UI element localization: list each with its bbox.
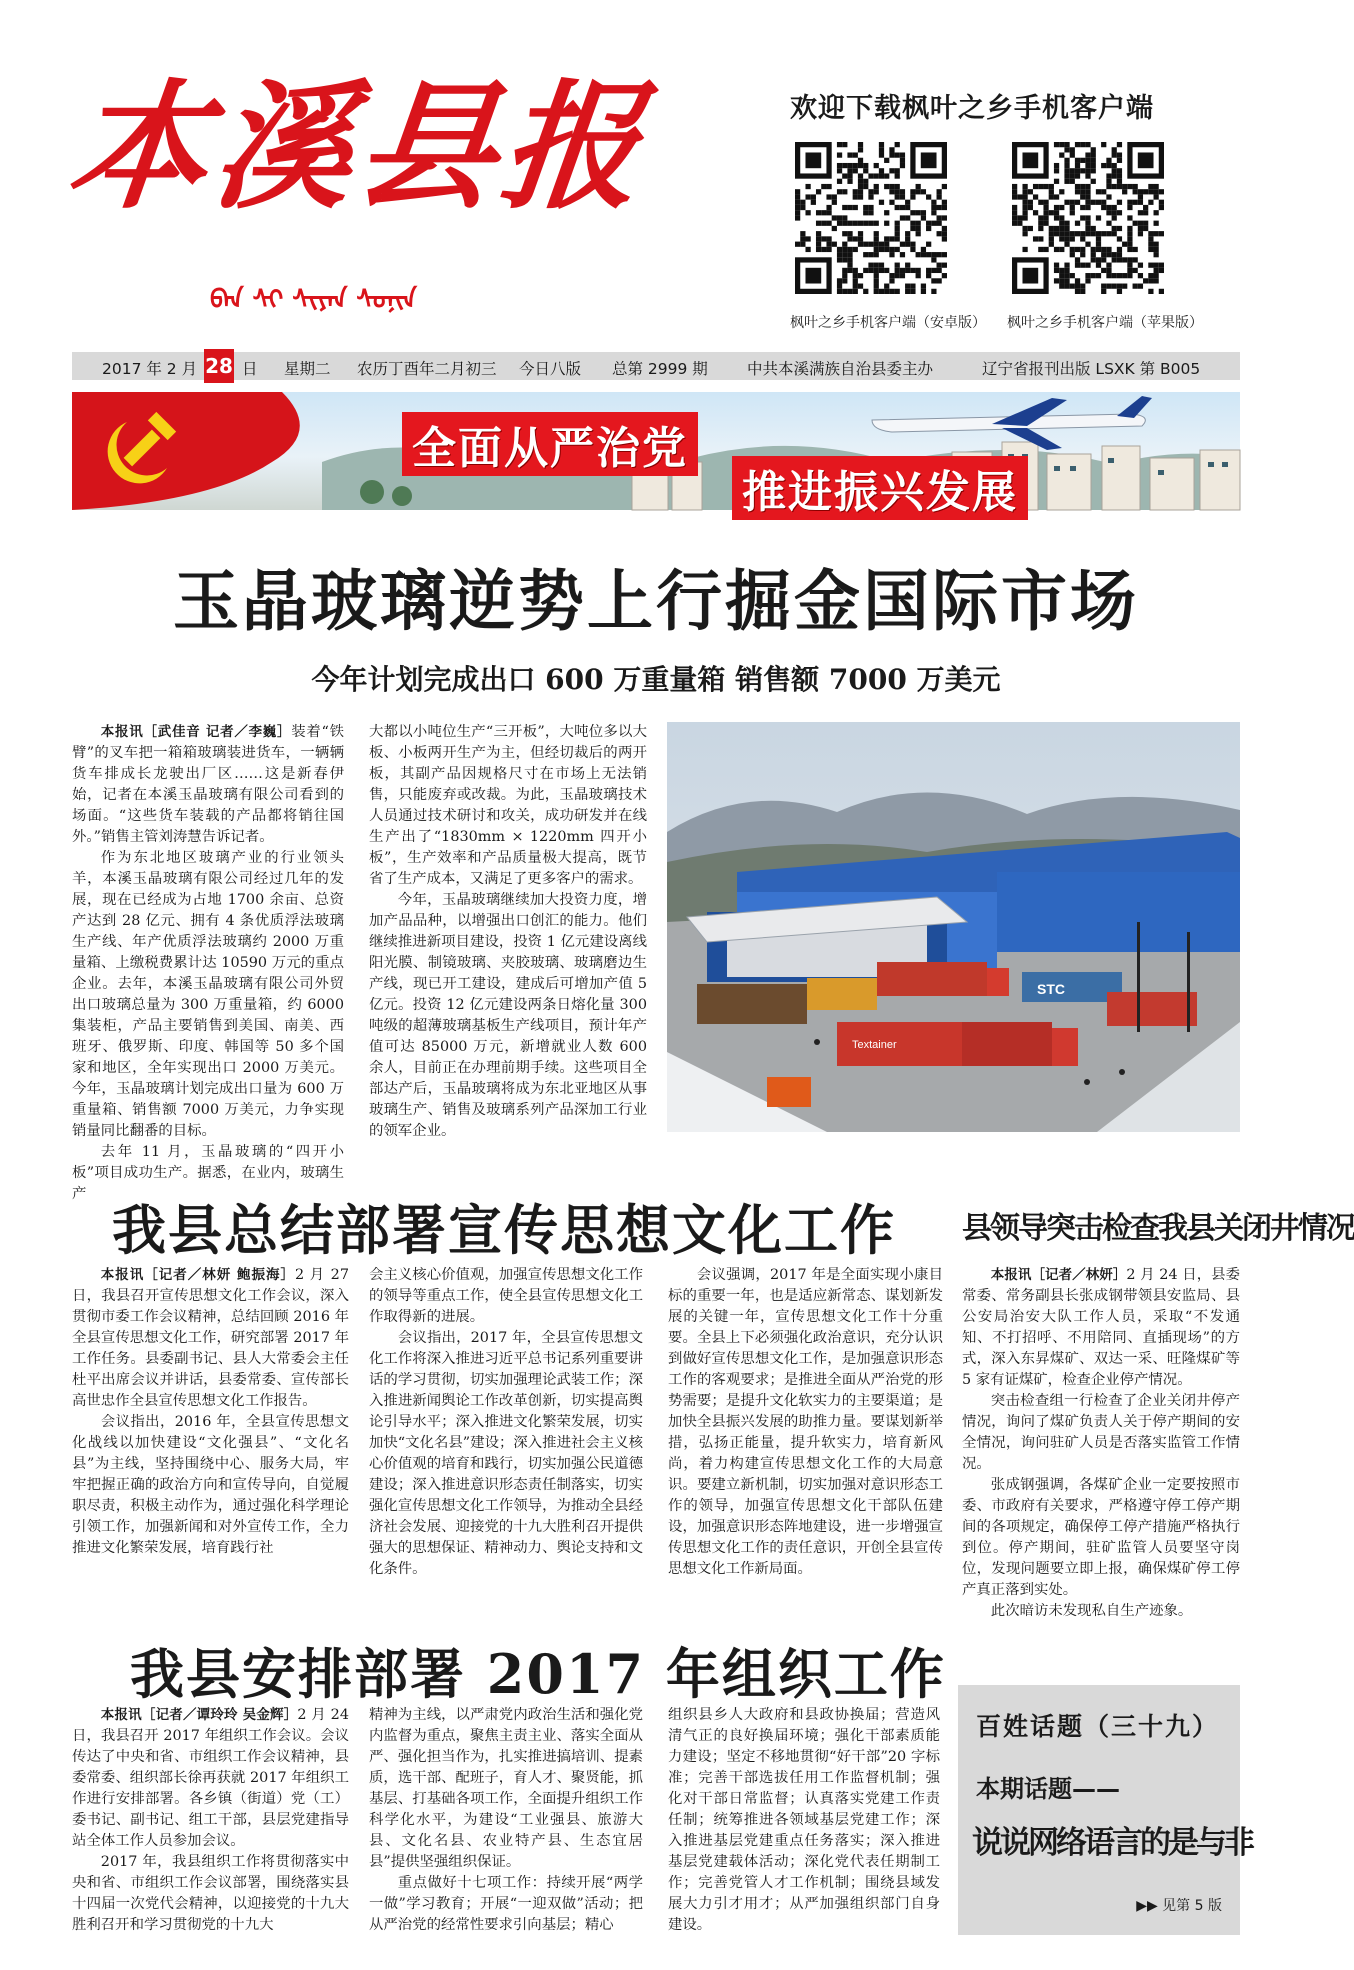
lead-text-2: 作为东北地区玻璃产业的行业领头羊，本溪玉晶玻璃有限公司经过几年的发展，现在已经成为占地 1700 余亩、总资产达到 28 亿元、拥有 4 条优质浮法玻璃生产线、年产优质浮法玻璃约 2000 万重量箱、上缴税费累计达 10590 万元的重点企业。去年，本溪玉晶玻璃有限公司外贸出口玻璃总量为 300 万重量箱，约 6000 集装柜，产品主要销售到美国、南美、西班牙、俄罗斯、印度、韩国等 50 多个国家和地区，全年实现出口 2000 万美元。今年，玉晶玻璃计划完成出口量为 600 万重量箱、销售额 7000 万美元，力争实现销量同比翻番的目标。 bbox=[72, 850, 344, 1139]
topic-kicker: 本期话题—— bbox=[976, 1775, 1120, 1803]
qr-code-ios-icon[interactable] bbox=[1012, 142, 1164, 294]
license: 辽宁省报刊出版 LSXK 第 B005 bbox=[982, 360, 1201, 378]
story2-column-3 bbox=[668, 1265, 943, 1595]
story3-text-5: 组织县乡人大政府和县政协换届；营造风清气正的良好换届环境；强化干部素质能力建设；坚定不移地贯彻“好干部”20 字标准；完善干部选拔任用工作监督机制；强化对干部日常监督；认真落实党建工作责任制；统筹推进各领域基层党建工作；深入推进基层党建重点任务落实；深入推进基层党建载体活动；深化党代表任期制工作；完善党管人才工作机制；围绕县域发展大力引才用才；从严加强组织部门自身建设。 bbox=[668, 1707, 940, 1933]
publisher: 中共本溪满族自治县委主办 bbox=[747, 360, 934, 378]
lead-column-2 bbox=[369, 722, 647, 1142]
masthead-mongolian: ᠪᠡᠨ ᠰᠢ ᠰᠢᠶᠠᠨ ᠰᠣᠨᠢᠨ bbox=[210, 285, 417, 315]
topic-box bbox=[958, 1685, 1252, 1935]
issue-number: 总第 2999 期 bbox=[612, 360, 708, 378]
qr-caption-android: 枫叶之乡手机客户端（安卓版） bbox=[790, 315, 986, 331]
story2-text-1: 2 月 27 日，我县召开宣传思想文化工作会议，深入贯彻市委工作会议精神，总结回顾 2016 年全县宣传思想文化工作，研究部署 2017 年工作任务。县委副书记、县人大常委会主任杜平出席会议并讲话，县委常委、宣传部长高世忠作全县宣传思想文化工作报告。 bbox=[72, 1267, 349, 1409]
campaign-banner bbox=[72, 392, 1240, 518]
story2-text-2: 会议指出，2016 年，全县宣传思想文化战线以加快建设“文化强县”、“文化名县”为主线，坚持围绕中心、服务大局，牢牢把握正确的政治方向和宣传导向，自觉履职尽责，积极主动作为，通过强化科学理论引领工作，加强新闻和对外宣传工作，全力推进文化繁荣发展，培育践行社 bbox=[72, 1414, 349, 1556]
story3-text-3: 精神为主线，以严肃党内政治生活和强化党内监督为重点，聚焦主责主业、落实全面从严、强化担当作为，扎实推进搞培训、提素质，选干部、配班子，育人才、聚贤能，抓基层、打基础各项工作，全面提升组织工作科学化水平，为建设“工业强县、旅游大县、文化名县、农业特产县、生态宜居县”提供坚强组织保证。 bbox=[369, 1707, 643, 1870]
qr-caption-ios: 枫叶之乡手机客户端（苹果版） bbox=[1007, 315, 1203, 331]
date-suffix: 日 bbox=[242, 360, 258, 378]
side-column bbox=[962, 1265, 1240, 1619]
dateline-bar bbox=[72, 352, 1240, 380]
side-text-3: 张成钢强调，各煤矿企业一定要按照市委、市政府有关要求，严格遵守停工停产期间的各项规定，确保停工停产措施严格执行到位。停产期间，驻矿监管人员要坚守岗位，发现问题要立即上报，确保煤矿停工停产真正落到实处。 bbox=[962, 1477, 1240, 1598]
lead-text-3: 去年 11 月，玉晶玻璃的“四开小板”项目成功生产。据悉，在业内，玻璃生产 bbox=[72, 1144, 344, 1202]
side-text-1: 2 月 24 日，县委常委、常务副县长张成钢带领县安监局、县公安局治安大队工作人员，采取“不发通知、不打招呼、不用陪同、直插现场”的方式，深入东昇煤矿、双达一采、旺隆煤矿等 5 家有证煤矿，检查企业停产情况。 bbox=[962, 1267, 1240, 1388]
story3-text-2: 2017 年，我县组织工作将贯彻落实中央和省、市组织工作会议部署，围绕落实县十四届一次党代会精神，以迎接党的十九大胜利召开和学习贯彻党的十九大 bbox=[72, 1854, 349, 1933]
masthead-title: 本溪县报 bbox=[61, 65, 655, 228]
weekday: 星期二 bbox=[284, 360, 331, 378]
story2-text-4: 会议指出，2017 年，全县宣传思想文化工作将深入推进习近平总书记系列重要讲话的学习贯彻，切实加强理论武装工作；深入推进新闻舆论工作改革创新，切实提高舆论引导水平；深入推进文化繁荣发展，切实加快“文化名县”建设；深入推进社会主义核心价值观的培育和践行，切实加强公民道德建设；深入推进意识形态责任制落实，切实强化宣传思想文化工作领导，为推动全县经济社会发展、迎接党的十九大胜利召开提供强大的思想保证、精神动力、舆论支持和文化条件。 bbox=[369, 1330, 643, 1577]
page-count: 今日八版 bbox=[519, 360, 582, 378]
story2-column-2 bbox=[369, 1265, 643, 1595]
story3-column-2 bbox=[369, 1705, 643, 1945]
lead-subhead: 今年计划完成出口 600 万重量箱 销售额 7000 万美元 bbox=[311, 663, 1001, 696]
app-download-panel bbox=[760, 80, 1280, 340]
factory-photo bbox=[667, 722, 1240, 1132]
story2-text-3: 会主义核心价值观，加强宣传思想文化工作的领导等重点工作，使全县宣传思想文化工作取得新的进展。 bbox=[369, 1267, 643, 1325]
lead-text-5: 今年，玉晶玻璃继续加大投资力度，增加产品品种，以增强出口创汇的能力。他们继续推进新项目建设，投资 1 亿元建设离线阳光膜、制镜玻璃、夹胶玻璃、玻璃磨边生产线，现已开工建设，建成后可增加产值 5 亿元。投资 12 亿元建设两条日熔化量 300 吨级的超薄玻璃基板生产线项目，预计年产值可达 85000 万元，新增就业人数 600 余人，目前正在办理前期手续。这些项目全部达产后，玉晶玻璃将成为东北亚地区从事玻璃生产、销售及玻璃系列产品深加工行业的领军企业。 bbox=[369, 892, 647, 1139]
photo-container-text: Textainer bbox=[852, 1039, 897, 1051]
download-title: 欢迎下载枫叶之乡手机客户端 bbox=[790, 93, 1154, 124]
lead-byline: 本报讯［武佳音 记者／李巍］ bbox=[100, 724, 292, 740]
date-day-box: 28 bbox=[204, 349, 234, 383]
lead-headline: 玉晶玻璃逆势上行掘金国际市场 bbox=[173, 563, 1139, 640]
banner-slogan-2: 推进振兴发展 bbox=[732, 456, 1028, 520]
story3-byline: 本报讯［记者／谭玲玲 吴金辉］ bbox=[100, 1707, 298, 1723]
story2-text-5: 会议强调，2017 年是全面实现小康目标的重要一年，也是适应新常态、谋划新发展的关键一年，宣传思想文化工作十分重要。全县上下必须强化政治意识，充分认识到做好宣传思想文化工作，是加强意识形态工作的客观要求；是推进全面从严治党的形势需要；是提升文化软实力的主要渠道；是加快全县振兴发展的助推力量。要谋划新举措，弘扬正能量，提升软实力，培育新风尚，着力构建宣传思想文化工作的大局意识。要建立新机制，切实加强对意识形态工作的领导，加强宣传思想文化干部队伍建设，加强意识形态阵地建设，进一步增强宣传思想文化工作的责任意识，开创全县宣传思想文化工作新局面。 bbox=[668, 1267, 943, 1577]
topic-jump-link[interactable]: ▶▶ 见第 5 版 bbox=[1136, 1898, 1222, 1914]
lead-text-1: 装着“铁臂”的叉车把一箱箱玻璃装进货车，一辆辆货车排成长龙驶出厂区……这是新春伊始，记者在本溪玉晶玻璃有限公司看到的场面。“这些货车装载的产品都将销往国外。”销售主管刘涛慧告诉记者。 bbox=[72, 724, 344, 845]
story3-text-1: 2 月 24 日，我县召开 2017 年组织工作会议。会议传达了中央和省、市组织工作会议精神，县委常委、组织部长徐再获就 2017 年组织工作进行安排部署。各乡镇（街道）党（工）委书记、副书记、组工干部，县层党建指导站全体工作人员参加会议。 bbox=[72, 1707, 349, 1849]
topic-title: 说说网络语言的是与非 bbox=[972, 1825, 1252, 1861]
qr-code-android-icon[interactable] bbox=[795, 142, 947, 294]
topic-label: 百姓话题（三十九） bbox=[976, 1712, 1220, 1741]
lead-text-4: 大都以小吨位生产“三开板”，大吨位多以大板、小板两开生产为主，但经切裁后的两开板，其副产品因规格尺寸在市场上无法销售，只能废弃或改裁。为此，玉晶玻璃技术人员通过技术研讨和攻关，成功研发并在线生产出了“1830mm × 1220mm 四开小板”，生产效率和产品质量极大提高，既节省了生产成本，又满足了更多客户的需求。 bbox=[369, 724, 647, 887]
side-byline: 本报讯［记者／林妍］ bbox=[990, 1267, 1127, 1283]
story3-column-3 bbox=[668, 1705, 940, 1945]
lunar-date: 农历丁酉年二月初三 bbox=[357, 360, 497, 378]
date-prefix: 2017 年 2 月 bbox=[102, 360, 198, 378]
lead-column-1 bbox=[72, 722, 344, 1202]
photo-sign-stc: STC bbox=[1037, 981, 1065, 997]
side-headline: 县领导突击检查我县关闭井情况 bbox=[962, 1211, 1354, 1246]
story2-headline: 我县总结部署宣传思想文化工作 bbox=[112, 1198, 896, 1262]
masthead bbox=[61, 65, 710, 315]
side-text-4: 此次暗访未发现私自生产迹象。 bbox=[990, 1603, 1193, 1619]
side-text-2: 突击检查组一行检查了企业关闭井停产情况，询问了煤矿负责人关于停产期间的安全情况，询问驻矿人员是否落实监管工作情况。 bbox=[962, 1393, 1240, 1472]
story2-column-1 bbox=[72, 1265, 349, 1595]
banner-slogan-1: 全面从严治党 bbox=[402, 412, 698, 476]
story2-byline: 本报讯［记者／林妍 鲍振海］ bbox=[100, 1267, 295, 1283]
story3-text-4: 重点做好十七项工作：持续开展“两学一做”学习教育；开展“一迎双做”活动；把从严治党的经常性要求引向基层；精心 bbox=[369, 1875, 643, 1933]
story3-column-1 bbox=[72, 1705, 349, 1945]
story3-headline: 我县安排部署 2017 年组织工作 bbox=[130, 1642, 946, 1706]
